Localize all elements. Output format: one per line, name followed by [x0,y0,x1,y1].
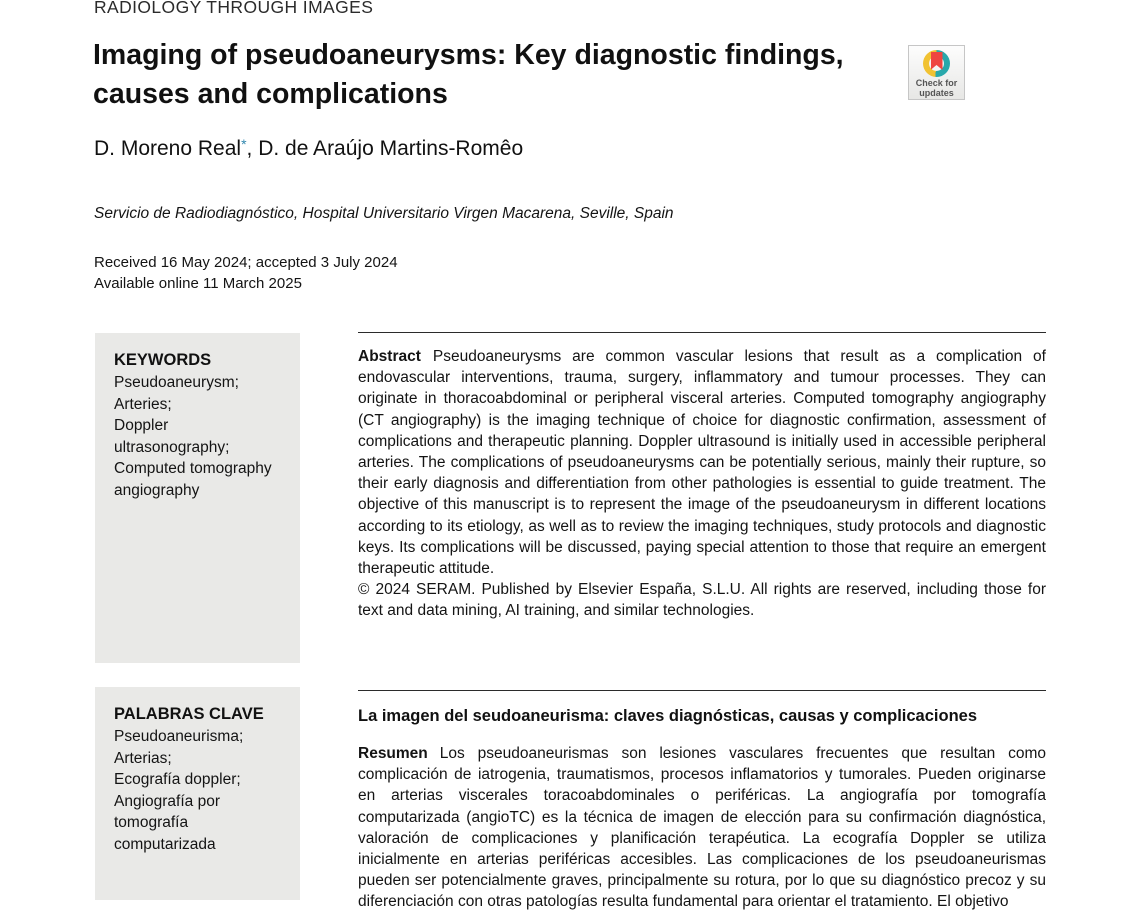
keyword-item: Doppler ultrasonography; [114,417,230,456]
article-title: Imaging of pseudoaneurysms: Key diagnostic findings, causes and complications [93,39,844,110]
journal-section-label: RADIOLOGY THROUGH IMAGES [94,0,374,17]
crossmark-logo-icon [923,50,950,77]
keywords-box-en [95,333,300,663]
abstract-section [358,332,1046,622]
corresponding-author-mark: * [241,136,247,152]
keyword-item: Pseudoaneurysm; [114,374,239,391]
keyword-item: Computed tomography angiography [114,460,272,499]
affiliation-line: Servicio de Radiodiagnóstico, Hospital Universitario Virgen Macarena, Seville, Spain [94,205,674,222]
resumen-paragraph [358,743,1046,913]
keywords-list-es [114,726,286,855]
keyword-item: Arteries; [114,395,172,413]
resumen-text: Los pseudoaneurismas son lesiones vasculares frecuentes que resultan como complicación de iatrogenia, traumatismos, procesos inflamatorios y tumorales. Pueden originarse en arterias viscerales toracoabdominales o periféricas. La angiografía por tomografía computarizada (angioTC) es la técnica de imagen de elección para su confirmación diagnóstica, valoración de complicaciones y planificación terapéutica. La ecografía Doppler se utiliza inicialmente en arterias periféricas accesibles. Las complicaciones de los pseudoaneurismas pueden ser potencialmente graves, principalmente su rotura, por lo que su diagnóstico precoz y su diferenciación con otras patologías resulta fundamental para orientar el tratamiento. El objetivo [358,745,1046,911]
spanish-title: La imagen del seudoaneurisma: claves diagnósticas, causas y complicaciones [358,707,978,725]
keywords-heading-es: PALABRAS CLAVE [114,705,264,723]
keyword-item: Angiografía por tomografía computarizada [114,792,220,853]
keyword-item: Pseudoaneurisma; [114,728,244,745]
author-separator: , [246,137,259,160]
resumen-section [358,690,1046,913]
check-for-updates-badge[interactable] [908,45,965,100]
abstract-divider-rule [358,332,1046,333]
article-dates [94,252,398,294]
bookmark-icon [931,52,943,70]
author-2: D. de Araújo Martins-Romêo [258,137,524,160]
keyword-item: Arterias; [114,749,172,767]
received-accepted-line: Received 16 May 2024; accepted 3 July 2024 [94,254,398,271]
check-for-updates-label: Check for updates [915,78,958,98]
keywords-heading-en: KEYWORDS [114,351,212,369]
copyright-line: © 2024 SERAM. Published by Elsevier España, S.L.U. All rights are reserved, including those for text and data mining, AI training, and similar technologies. [358,581,1046,620]
author-1: D. Moreno Real [94,137,242,160]
author-line [94,136,523,161]
resumen-divider-rule [358,690,1046,691]
resumen-label: Resumen [358,745,428,762]
abstract-paragraph [358,346,1046,579]
keywords-list-en [114,372,286,501]
abstract-text: Pseudoaneurysms are common vascular lesions that result as a complication of endovascular interventions, trauma, surgery, inflammatory and tumour processes. They can originate in thoracoabdominal or peripheral visceral arteries. Computed tomography angiography (CT angiography) is the imaging technique of choice for diagnostic confirmation, assessment of complications and therapeutic planning. Doppler ultrasound is initially used in accessible peripheral arteries. The complications of pseudoaneurysms can be potentially serious, mainly their rupture, so their early diagnosis and differentiation from other pathologies is essential to guide treatment. The objective of this manuscript is to represent the image of the pseudoaneurysm in different locations according to its etiology, as well as to review the imaging techniques, study protocols and diagnostic keys. Its complications will be discussed, paying special attention to those that require an emergent therapeutic attitude. [358,348,1046,578]
keyword-item: Ecografía doppler; [114,771,241,788]
keywords-box-es [95,687,300,900]
available-online-line: Available online 11 March 2025 [94,275,302,292]
abstract-label: Abstract [358,348,421,365]
